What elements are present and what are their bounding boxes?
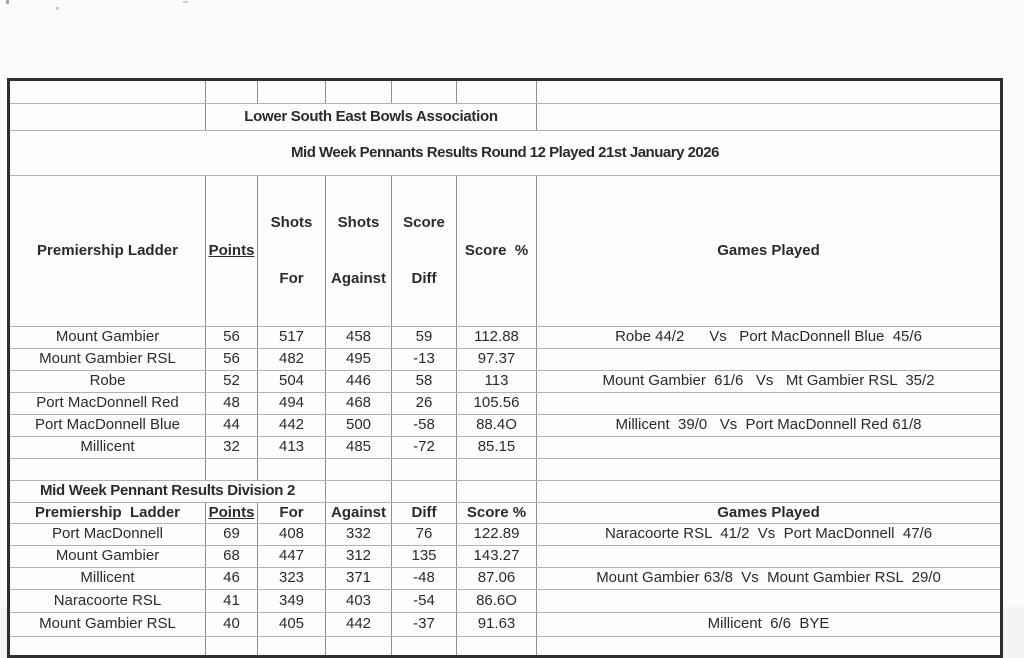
table2-header-row [9, 503, 1002, 524]
game-result-cell: Naracoorte RSL 41/2 Vs Port MacDonnell 47/6 [537, 524, 1002, 546]
header-diff: Diff [392, 503, 457, 524]
score-pct-cell: 91.63 [457, 613, 537, 637]
table-row [9, 568, 1002, 590]
game-result-cell: Millicent 6/6 BYE [537, 613, 1002, 637]
association-title-row [9, 104, 1002, 131]
table-row [9, 349, 1002, 371]
header-for: For [258, 503, 326, 524]
empty-cell [9, 80, 206, 104]
points-cell: 52 [206, 371, 258, 393]
shots-against-cell: 458 [326, 327, 392, 349]
table-row [9, 393, 1002, 415]
team-cell: Millicent [9, 437, 206, 459]
shots-against-cell: 468 [326, 393, 392, 415]
score-pct-cell: 122.89 [457, 524, 537, 546]
header-score-diff: Score Diff [392, 176, 457, 327]
header-games-played: Games Played [537, 176, 1002, 327]
empty-row [9, 80, 1002, 104]
association-title: Lower South East Bowls Association [206, 104, 537, 131]
game-result-cell [537, 393, 1002, 415]
points-cell: 44 [206, 415, 258, 437]
diff-cell: -48 [392, 568, 457, 590]
header-premiership-ladder: Premiership Ladder [9, 503, 206, 524]
score-pct-cell: 112.88 [457, 327, 537, 349]
against-cell: 371 [326, 568, 392, 590]
header-against: Against [326, 503, 392, 524]
table-row [9, 524, 1002, 546]
for-cell: 323 [258, 568, 326, 590]
game-result-cell [537, 349, 1002, 371]
diff-cell: -37 [392, 613, 457, 637]
empty-cell [258, 80, 326, 104]
header-score-pct: Score % [457, 176, 537, 327]
empty-cell [457, 637, 537, 657]
points-cell: 41 [206, 590, 258, 613]
empty-cell [457, 80, 537, 104]
score-pct-cell: 88.4O [457, 415, 537, 437]
for-cell: 408 [258, 524, 326, 546]
game-result-cell: Mount Gambier 63/8 Vs Mount Gambier RSL 29/0 [537, 568, 1002, 590]
score-diff-cell: 59 [392, 327, 457, 349]
points-cell: 56 [206, 327, 258, 349]
empty-cell [537, 80, 1002, 104]
team-cell: Mount Gambier RSL [9, 349, 206, 371]
score-diff-cell: -13 [392, 349, 457, 371]
empty-cell [206, 459, 258, 481]
diff-cell: -54 [392, 590, 457, 613]
header-games-played: Games Played [537, 503, 1002, 524]
team-cell: Naracoorte RSL [9, 590, 206, 613]
shots-for-cell: 442 [258, 415, 326, 437]
table-row [9, 415, 1002, 437]
header-points: Points [206, 176, 258, 327]
points-cell: 56 [206, 349, 258, 371]
empty-cell [537, 637, 1002, 657]
team-cell: Port MacDonnell Red [9, 393, 206, 415]
for-cell: 447 [258, 546, 326, 568]
empty-cell [457, 481, 537, 503]
team-cell: Port MacDonnell Blue [9, 415, 206, 437]
table-row [9, 437, 1002, 459]
scan-artifact [56, 7, 59, 10]
for-cell: 349 [258, 590, 326, 613]
shots-for-cell: 482 [258, 349, 326, 371]
empty-cell [326, 481, 392, 503]
diff-cell: 76 [392, 524, 457, 546]
score-diff-cell: -72 [392, 437, 457, 459]
table-row [9, 590, 1002, 613]
empty-cell [537, 481, 1002, 503]
game-result-cell: Mount Gambier 61/6 Vs Mt Gambier RSL 35/2 [537, 371, 1002, 393]
diff-cell: 135 [392, 546, 457, 568]
empty-cell [258, 459, 326, 481]
empty-cell [9, 459, 206, 481]
game-result-cell [537, 437, 1002, 459]
shots-against-cell: 500 [326, 415, 392, 437]
team-cell: Mount Gambier [9, 327, 206, 349]
against-cell: 403 [326, 590, 392, 613]
shots-for-cell: 494 [258, 393, 326, 415]
scan-artifact [6, 0, 9, 4]
empty-cell [457, 459, 537, 481]
score-pct-cell: 87.06 [457, 568, 537, 590]
game-result-cell: Millicent 39/0 Vs Port MacDonnell Red 61/8 [537, 415, 1002, 437]
against-cell: 442 [326, 613, 392, 637]
table-row [9, 327, 1002, 349]
table-row [9, 546, 1002, 568]
against-cell: 312 [326, 546, 392, 568]
score-diff-cell: 58 [392, 371, 457, 393]
empty-cell [9, 637, 206, 657]
game-result-cell: Robe 44/2 Vs Port MacDonnell Blue 45/6 [537, 327, 1002, 349]
points-cell: 69 [206, 524, 258, 546]
for-cell: 405 [258, 613, 326, 637]
shots-against-cell: 495 [326, 349, 392, 371]
division2-title: Mid Week Pennant Results Division 2 [9, 481, 326, 503]
table-row [9, 613, 1002, 637]
points-cell: 46 [206, 568, 258, 590]
points-cell: 40 [206, 613, 258, 637]
empty-cell [392, 80, 457, 104]
empty-cell [392, 459, 457, 481]
round-title-row [9, 131, 1002, 176]
empty-cell [206, 637, 258, 657]
empty-cell [392, 637, 457, 657]
score-diff-cell: -58 [392, 415, 457, 437]
empty-cell [9, 104, 206, 131]
score-pct-cell: 86.6O [457, 590, 537, 613]
results-sheet [7, 78, 1003, 658]
empty-cell [326, 80, 392, 104]
scan-artifact [183, 1, 188, 3]
shots-against-cell: 485 [326, 437, 392, 459]
empty-cell [537, 459, 1002, 481]
against-cell: 332 [326, 524, 392, 546]
points-cell: 68 [206, 546, 258, 568]
header-points: Points [206, 503, 258, 524]
game-result-cell [537, 546, 1002, 568]
shots-against-cell: 446 [326, 371, 392, 393]
game-result-cell [537, 590, 1002, 613]
bowls-results-table [7, 78, 1003, 658]
score-pct-cell: 105.56 [457, 393, 537, 415]
team-cell: Port MacDonnell [9, 524, 206, 546]
empty-cell [537, 104, 1002, 131]
empty-row [9, 637, 1002, 657]
header-shots-for: Shots For [258, 176, 326, 327]
empty-row [9, 459, 1002, 481]
score-pct-cell: 143.27 [457, 546, 537, 568]
header-score-pct: Score % [457, 503, 537, 524]
empty-cell [206, 80, 258, 104]
points-cell: 32 [206, 437, 258, 459]
empty-cell [258, 637, 326, 657]
score-diff-cell: 26 [392, 393, 457, 415]
score-pct-cell: 113 [457, 371, 537, 393]
header-shots-against: Shots Against [326, 176, 392, 327]
shots-for-cell: 504 [258, 371, 326, 393]
team-cell: Mount Gambier RSL [9, 613, 206, 637]
table-row [9, 371, 1002, 393]
shots-for-cell: 413 [258, 437, 326, 459]
empty-cell [326, 459, 392, 481]
empty-cell [392, 481, 457, 503]
team-cell: Millicent [9, 568, 206, 590]
header-premiership-ladder: Premiership Ladder [9, 176, 206, 327]
score-pct-cell: 97.37 [457, 349, 537, 371]
table1-header-row [9, 176, 1002, 327]
round-title: Mid Week Pennants Results Round 12 Played 21st January 2026 [9, 131, 1002, 176]
empty-cell [326, 637, 392, 657]
score-pct-cell: 85.15 [457, 437, 537, 459]
team-cell: Mount Gambier [9, 546, 206, 568]
points-cell: 48 [206, 393, 258, 415]
shots-for-cell: 517 [258, 327, 326, 349]
division2-title-row [9, 481, 1002, 503]
team-cell: Robe [9, 371, 206, 393]
